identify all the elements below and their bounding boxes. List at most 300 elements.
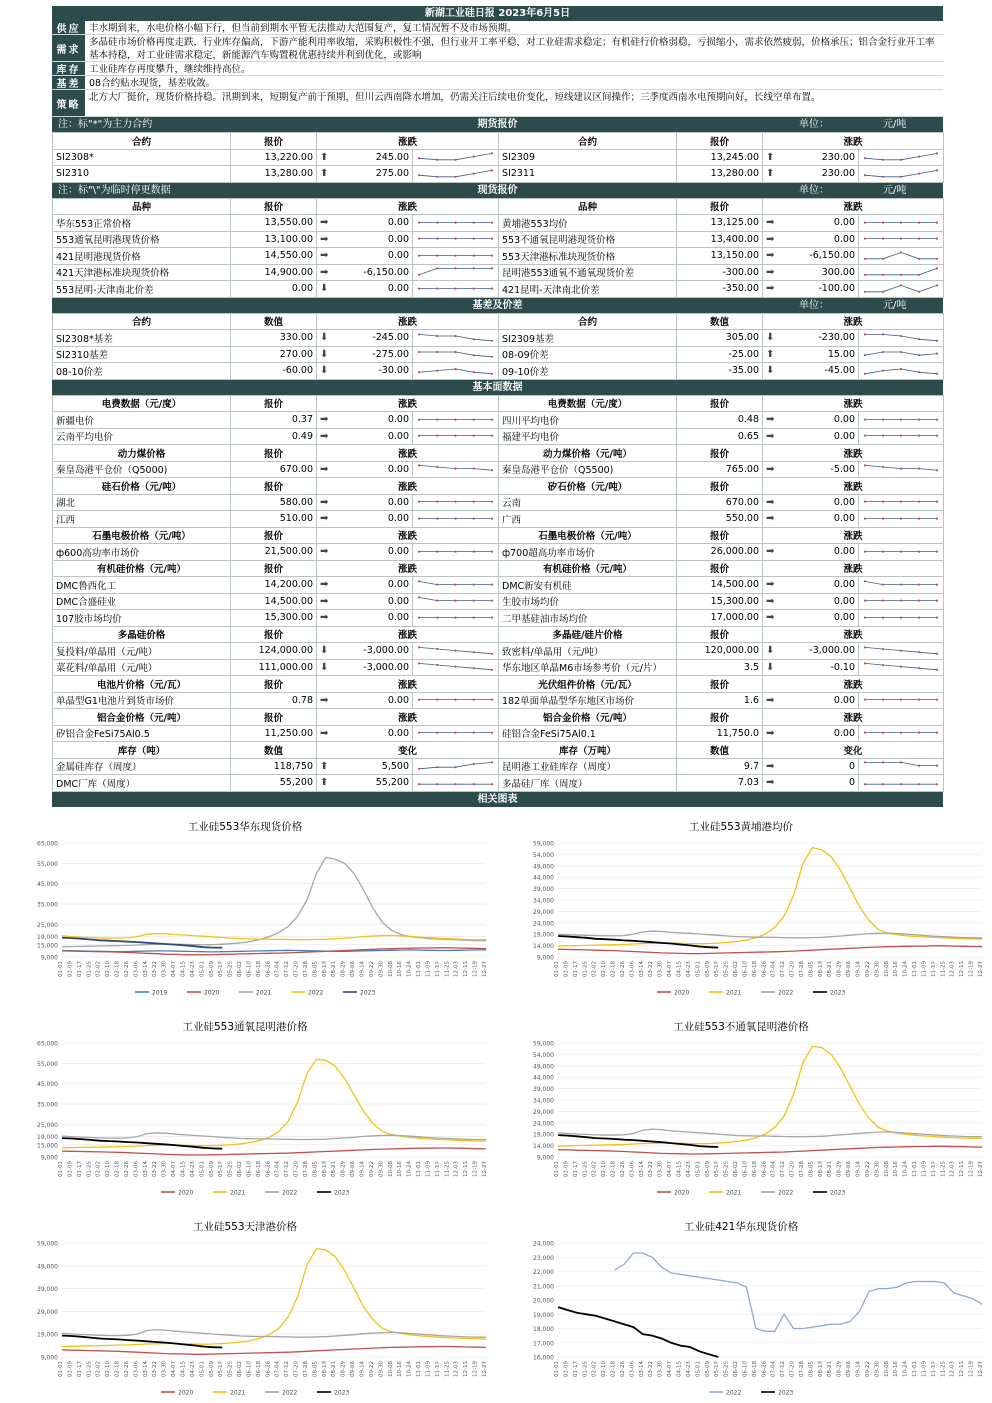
legend-label: 2023: [830, 989, 846, 997]
x-tick-label: 10-24: [902, 1161, 909, 1177]
item-change: [763, 494, 859, 511]
sparkline-point: [454, 600, 456, 602]
x-tick-label: 05-17: [714, 1161, 721, 1177]
x-tick-label: 06-10: [742, 1161, 749, 1177]
sparkline: [415, 545, 496, 559]
item-change: [317, 412, 413, 429]
x-tick-label: 08-13: [817, 961, 824, 977]
item-name: DMC鲁西化工: [53, 577, 231, 594]
table-row: [53, 248, 944, 265]
sparkline: [861, 150, 941, 164]
table-row: [53, 166, 944, 183]
table-row: [53, 775, 944, 792]
item-change-value: 0.00: [387, 233, 409, 245]
sparkline-point: [454, 335, 456, 337]
arrow-up-icon: ⬆: [320, 760, 329, 772]
summary-label: 供应: [52, 21, 85, 34]
column-header: 报价: [677, 676, 763, 693]
sparkline-point: [454, 368, 456, 370]
item-change-value: 0.00: [387, 727, 409, 739]
table-row: [53, 692, 944, 709]
y-tick-label: 29,000: [37, 1308, 58, 1316]
x-tick-label: 02-26: [619, 961, 626, 977]
x-tick-label: 08-21: [827, 961, 834, 977]
item-change: [763, 149, 859, 166]
sparkline-point: [473, 583, 475, 585]
arrow-right-icon: ➡: [766, 727, 775, 739]
x-tick-label: 12-19: [472, 1161, 479, 1177]
sparkline-point: [473, 221, 475, 223]
x-tick-label: 12-11: [463, 1361, 470, 1377]
x-tick-label: 04-15: [180, 961, 187, 977]
x-tick-label: 03-30: [657, 1361, 664, 1377]
item-price: 0.00: [231, 281, 317, 298]
sparkline-point: [436, 783, 438, 785]
item-price: 26,000.00: [677, 544, 763, 561]
series-line: [62, 1249, 486, 1347]
summary-text: 丰水期到来，水电价格小幅下行，但当前到期水平暂无法推动大范围复产，复工情况暂不及市场预期。: [89, 23, 517, 34]
summary-text: 工业硅库存再度攀升，继续维持高位。: [89, 64, 251, 75]
sparkline-point: [882, 369, 884, 371]
sparkline-point: [918, 517, 920, 519]
sparkline-point: [454, 732, 456, 734]
header-row: [53, 560, 944, 577]
x-tick-label: 04-23: [189, 1161, 196, 1177]
sparkline-point: [900, 251, 902, 253]
sparkline-point: [491, 652, 493, 654]
x-tick-label: 05-09: [704, 1361, 711, 1377]
sparkline-point: [882, 699, 884, 701]
sparkline-point: [491, 435, 493, 437]
item-change: [317, 149, 413, 166]
x-tick-label: 12-19: [968, 1361, 975, 1377]
item-change-value: 230.00: [821, 168, 856, 180]
x-tick-label: 01-25: [582, 961, 589, 977]
sparkline: [861, 216, 941, 230]
table-row: [53, 330, 944, 347]
sparkline-point: [936, 153, 938, 155]
x-tick-label: 02-26: [619, 1361, 626, 1377]
item-price: 118,750: [231, 758, 317, 775]
line-chart: [0, 805, 490, 1000]
x-tick-label: 09-14: [359, 1361, 366, 1377]
column-header: 涨跌: [317, 395, 499, 412]
sparkline: [415, 347, 496, 361]
sparkline-point: [918, 257, 920, 259]
sparkline: [415, 216, 496, 230]
sparkline-point: [918, 501, 920, 503]
item-trend: [859, 248, 944, 265]
sparkline-point: [418, 768, 420, 770]
sparkline-point: [418, 174, 420, 176]
item-change-value: 0.00: [387, 414, 409, 426]
sparkline-point: [454, 287, 456, 289]
x-tick-label: 09-22: [864, 1161, 871, 1177]
chart-title: 工业硅553华东现货价格: [187, 821, 303, 833]
sparkline-point: [491, 238, 493, 240]
sparkline-point: [936, 616, 938, 618]
x-tick-label: 03-14: [142, 961, 149, 977]
sparkline-point: [882, 435, 884, 437]
item-trend: [413, 231, 499, 248]
sparkline-point: [882, 238, 884, 240]
item-change-value: 0.00: [833, 612, 856, 624]
item-change-value: 0.00: [387, 595, 409, 607]
y-tick-label: 19,000: [533, 1311, 554, 1319]
x-tick-label: 01-01: [554, 961, 560, 977]
futures-title: 期货报价: [477, 119, 518, 130]
sparkline-point: [882, 159, 884, 161]
x-tick-label: 09-14: [855, 961, 862, 977]
arrow-down-icon: ⬇: [320, 661, 329, 673]
column-header: 涨跌: [763, 198, 944, 215]
arrow-right-icon: ➡: [766, 546, 775, 558]
sparkline-point: [436, 732, 438, 734]
sparkline: [861, 167, 941, 181]
column-header: 库存（吨）: [53, 742, 231, 759]
sparkline-point: [418, 663, 420, 665]
x-tick-label: 06-26: [265, 1161, 272, 1177]
basis-header: [52, 298, 943, 313]
sparkline-point: [882, 762, 884, 764]
x-tick-label: 08-21: [331, 1161, 338, 1177]
sparkline: [861, 265, 941, 279]
item-price: 7.03: [677, 775, 763, 792]
column-header: 电费数据（元/度）: [53, 395, 231, 412]
item-name: 09-10价差: [499, 363, 677, 380]
item-change: [763, 346, 859, 363]
x-tick-label: 06-18: [751, 1361, 758, 1377]
item-change-value: 0.00: [387, 250, 409, 262]
x-tick-label: 06-02: [237, 1361, 244, 1377]
column-header: 报价: [231, 626, 317, 643]
item-trend: [413, 412, 499, 429]
summary-text: 08合约贴水现货，基差收敛。: [89, 78, 216, 89]
x-tick-label: 02-18: [610, 1361, 617, 1377]
spot-unit-label: 单位：: [799, 184, 829, 196]
spot-header: [52, 183, 943, 198]
item-price: 0.48: [677, 412, 763, 429]
series-line: [615, 1253, 983, 1331]
item-name: SI2309基差: [499, 330, 677, 347]
sparkline-point: [491, 153, 493, 155]
sparkline-point: [864, 762, 866, 764]
item-name: SI2310基差: [53, 346, 231, 363]
x-tick-label: 09-06: [846, 1161, 853, 1177]
arrow-right-icon: ➡: [766, 694, 775, 706]
sparkline-point: [473, 501, 475, 503]
header-row: [53, 527, 944, 544]
sparkline-point: [900, 468, 902, 470]
spot-title: 现货报价: [477, 184, 518, 196]
sparkline-point: [882, 616, 884, 618]
legend-label: 2021: [256, 989, 272, 997]
item-change: [317, 775, 413, 792]
table-row: [53, 231, 944, 248]
sparkline-point: [882, 517, 884, 519]
legend-label: 2022: [282, 1189, 298, 1197]
item-change: [763, 643, 859, 660]
sparkline-point: [918, 435, 920, 437]
sparkline-point: [900, 616, 902, 618]
sparkline: [415, 462, 496, 476]
x-tick-label: 12-27: [482, 1161, 488, 1177]
x-tick-label: 01-25: [582, 1161, 589, 1177]
item-price: 15,300.00: [231, 610, 317, 627]
sparkline-point: [936, 501, 938, 503]
arrow-right-icon: ➡: [320, 233, 329, 245]
sparkline-point: [418, 351, 420, 353]
arrow-up-icon: ⬆: [320, 168, 329, 180]
item-price: 13,100.00: [231, 231, 317, 248]
x-tick-label: 02-02: [591, 961, 598, 977]
item-name: 182单面单晶型华东地区市场价: [499, 692, 677, 709]
x-tick-label: 03-14: [142, 1161, 149, 1177]
x-tick-label: 07-04: [274, 1161, 281, 1177]
item-change-value: -0.10: [830, 661, 856, 673]
x-tick-label: 06-18: [751, 1161, 758, 1177]
x-tick-label: 09-06: [350, 961, 357, 977]
x-tick-label: 07-28: [302, 961, 309, 977]
x-tick-label: 12-03: [453, 1361, 460, 1377]
sparkline-point: [900, 284, 902, 286]
x-tick-label: 01-17: [572, 961, 579, 977]
sparkline: [415, 693, 496, 707]
x-tick-label: 05-17: [218, 961, 225, 977]
column-header: 涨跌: [317, 445, 499, 462]
legend-label: 2022: [282, 1389, 298, 1397]
x-tick-label: 09-30: [378, 961, 385, 977]
sparkline-point: [491, 699, 493, 701]
charts-title: 相关图表: [477, 793, 518, 805]
sparkline-point: [454, 159, 456, 161]
column-header: 涨跌: [763, 395, 944, 412]
x-tick-label: 06-18: [255, 1361, 262, 1377]
x-tick-label: 10-16: [893, 1361, 900, 1377]
summary-row: [52, 21, 943, 35]
column-header: 报价: [231, 527, 317, 544]
x-tick-label: 03-22: [152, 1361, 159, 1377]
sparkline: [415, 594, 496, 608]
sparkline-point: [454, 268, 456, 270]
x-tick-label: 07-28: [302, 1361, 309, 1377]
x-tick-label: 07-20: [293, 961, 300, 977]
column-header: 变化: [317, 742, 499, 759]
item-trend: [859, 346, 944, 363]
y-tick-label: 9,000: [536, 954, 554, 962]
item-name: 107胶市场均价: [53, 610, 231, 627]
sparkline-point: [936, 550, 938, 552]
y-tick-label: 16,000: [533, 1354, 554, 1362]
table-row: [53, 725, 944, 742]
y-tick-label: 49,000: [533, 1063, 554, 1071]
y-tick-label: 34,000: [533, 897, 554, 905]
x-tick-label: 01-01: [58, 961, 64, 977]
item-name: 矽铝合金FeSi75Al0.5: [53, 725, 231, 742]
y-tick-label: 25,000: [37, 921, 58, 929]
item-change: [317, 461, 413, 478]
item-name: DMC新安有机硅: [499, 577, 677, 594]
sparkline-point: [418, 597, 420, 599]
sparkline-point: [473, 268, 475, 270]
sparkline-point: [936, 765, 938, 767]
column-header: 报价: [231, 445, 317, 462]
legend-label: 2023: [360, 989, 376, 997]
item-price: 13,245.00: [677, 149, 763, 166]
column-header: 报价: [677, 198, 763, 215]
item-change-value: -100.00: [818, 283, 856, 295]
legend-label: 2021: [726, 989, 742, 997]
x-tick-label: 06-02: [237, 961, 244, 977]
sparkline-point: [473, 418, 475, 420]
item-price: 11,250.00: [231, 725, 317, 742]
x-tick-label: 05-09: [208, 961, 215, 977]
sparkline-point: [418, 580, 420, 582]
item-price: 17,000.00: [677, 610, 763, 627]
x-tick-label: 06-10: [246, 1161, 253, 1177]
sparkline-point: [864, 616, 866, 618]
sparkline-point: [900, 699, 902, 701]
x-tick-label: 08-21: [827, 1161, 834, 1177]
sparkline: [415, 660, 496, 674]
x-tick-label: 08-21: [331, 961, 338, 977]
x-tick-label: 09-30: [378, 1361, 385, 1377]
item-name: 553天津港标准块现货价格: [499, 248, 677, 265]
sparkline-point: [900, 221, 902, 223]
item-name: 致密料/单晶用（元/吨）: [499, 643, 677, 660]
x-tick-label: 11-17: [930, 1361, 937, 1377]
x-tick-label: 12-19: [968, 1161, 975, 1177]
arrow-right-icon: ➡: [320, 463, 329, 475]
column-header: 合约: [499, 133, 677, 150]
x-tick-label: 02-26: [123, 1361, 130, 1377]
x-tick-label: 06-18: [255, 1161, 262, 1177]
x-tick-label: 01-17: [76, 1361, 83, 1377]
column-header: 报价: [231, 133, 317, 150]
sparkline-point: [882, 648, 884, 650]
item-price: 14,550.00: [231, 248, 317, 265]
x-tick-label: 11-25: [444, 961, 451, 977]
item-change: [317, 231, 413, 248]
y-tick-label: 44,000: [533, 1074, 554, 1082]
arrow-right-icon: ➡: [320, 694, 329, 706]
sparkline-point: [418, 550, 420, 552]
item-change-value: 245.00: [375, 151, 409, 163]
x-tick-label: 01-25: [86, 1361, 93, 1377]
item-change-value: 0.00: [833, 694, 856, 706]
sparkline-point: [936, 699, 938, 701]
x-tick-label: 01-17: [572, 1361, 579, 1377]
item-change-value: 0.00: [833, 414, 856, 426]
sparkline-point: [491, 268, 493, 270]
sparkline-point: [491, 254, 493, 256]
basis-unit: 元/吨: [883, 299, 907, 311]
sparkline-point: [436, 335, 438, 337]
x-tick-label: 12-11: [463, 1161, 470, 1177]
item-name: 复投料/单晶用（元/吨）: [53, 643, 231, 660]
sparkline-point: [900, 274, 902, 276]
sparkline-point: [936, 783, 938, 785]
header-row: [53, 709, 944, 726]
x-tick-label: 12-11: [959, 1161, 966, 1177]
sparkline-point: [418, 157, 420, 159]
x-tick-label: 10-24: [406, 961, 413, 977]
sparkline: [861, 693, 941, 707]
sparkline-point: [936, 652, 938, 654]
sparkline-point: [491, 616, 493, 618]
item-change-value: 230.00: [821, 151, 856, 163]
item-trend: [413, 692, 499, 709]
sparkline-point: [936, 732, 938, 734]
x-tick-label: 08-29: [340, 1161, 347, 1177]
sparkline: [861, 611, 941, 625]
item-price: 0.49: [231, 428, 317, 445]
sparkline-point: [900, 368, 902, 370]
arrow-right-icon: ➡: [320, 496, 329, 508]
chart-canvas: [496, 1005, 986, 1200]
item-change: [763, 281, 859, 298]
item-price: 765.00: [677, 461, 763, 478]
sparkline-point: [918, 156, 920, 158]
x-tick-label: 02-02: [95, 1361, 102, 1377]
y-tick-label: 24,000: [533, 1120, 554, 1128]
sparkline-point: [418, 221, 420, 223]
sparkline-point: [454, 254, 456, 256]
y-tick-label: 24,000: [533, 1240, 554, 1248]
x-tick-label: 03-14: [638, 1161, 645, 1177]
sparkline-point: [436, 435, 438, 437]
x-tick-label: 05-01: [199, 1361, 206, 1377]
column-header: 涨跌: [763, 527, 944, 544]
sparkline-point: [436, 699, 438, 701]
futures-unit-label: 单位：: [799, 119, 829, 130]
legend-label: 2023: [778, 1389, 794, 1397]
chart-canvas: [496, 1205, 986, 1400]
arrow-right-icon: ➡: [766, 463, 775, 475]
sparkline-point: [936, 600, 938, 602]
item-change: [317, 725, 413, 742]
column-header: 库存（万吨）: [499, 742, 677, 759]
sparkline: [415, 776, 496, 790]
item-name: 江西: [53, 511, 231, 528]
item-trend: [413, 215, 499, 232]
item-change: [763, 248, 859, 265]
arrow-right-icon: ➡: [766, 777, 775, 789]
item-price: 510.00: [231, 511, 317, 528]
arrow-up-icon: ⬆: [320, 777, 329, 789]
x-tick-label: 06-18: [751, 961, 758, 977]
item-change: [317, 494, 413, 511]
x-tick-label: 06-02: [733, 1361, 740, 1377]
x-tick-label: 07-20: [789, 1361, 796, 1377]
sparkline: [415, 644, 496, 658]
y-tick-label: 21,000: [533, 1283, 554, 1291]
sparkline-point: [936, 284, 938, 286]
x-tick-label: 11-09: [425, 1161, 432, 1177]
column-header: 有机硅价格（元/吨）: [499, 560, 677, 577]
series-line: [558, 1046, 982, 1146]
sparkline: [861, 545, 941, 559]
item-price: -60.00: [231, 363, 317, 380]
x-tick-label: 06-02: [733, 961, 740, 977]
y-tick-label: 18,000: [533, 1326, 554, 1333]
column-header: 品种: [53, 198, 231, 215]
fundamentals-table: [52, 395, 944, 792]
item-change: [317, 281, 413, 298]
sparkline-point: [864, 238, 866, 240]
arrow-right-icon: ➡: [766, 595, 775, 607]
item-price: 21,500.00: [231, 544, 317, 561]
